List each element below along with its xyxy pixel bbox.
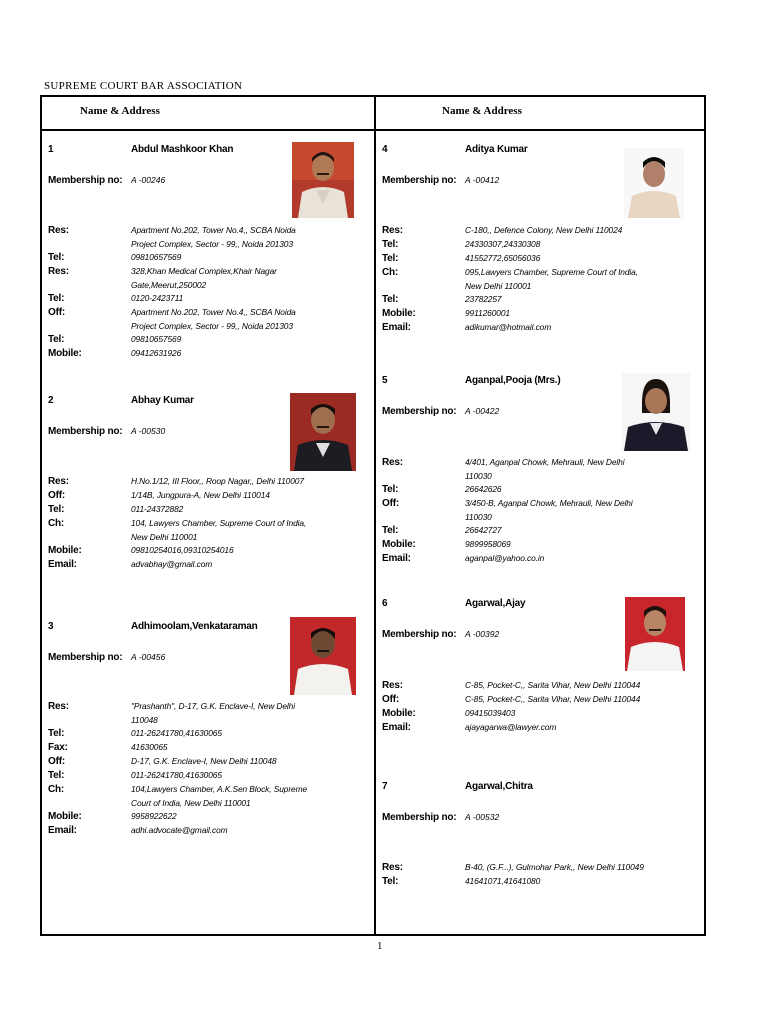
detail-value: B-40, (G.F...), Gulmohar Park,, New Delhi 110049 — [465, 862, 644, 872]
detail-row — [382, 293, 645, 307]
detail-row — [48, 292, 311, 306]
detail-row — [48, 475, 311, 489]
membership-label: Membership no: — [48, 652, 123, 663]
detail-label: Ch: — [48, 518, 65, 529]
member-number: 1 — [48, 144, 54, 155]
detail-value: 09810657569 — [131, 252, 182, 262]
member-name: Adhimoolam,Venkataraman — [131, 621, 258, 632]
detail-label: Off: — [48, 756, 65, 767]
contact-details — [48, 700, 311, 838]
membership-number: A -00246 — [131, 175, 166, 185]
detail-label: Email: — [382, 553, 411, 564]
detail-value: 41630065 — [131, 742, 168, 752]
membership-number: A -00422 — [465, 406, 500, 416]
detail-row — [382, 238, 645, 252]
detail-value: 1/14B, Jungpura-A, New Delhi 110014 — [131, 490, 270, 500]
table-header-row — [42, 97, 704, 131]
detail-row — [48, 544, 311, 558]
detail-row — [48, 489, 311, 503]
detail-row — [382, 693, 645, 707]
detail-row — [382, 321, 645, 335]
detail-value: 011-26241780,41630065 — [131, 770, 222, 780]
detail-value: H.No.1/12, III Floor,, Roop Nagar,, Delhi 110007 — [131, 476, 304, 486]
detail-label: Tel: — [48, 728, 65, 739]
detail-label: Mobile: — [48, 545, 82, 556]
member-photo — [292, 142, 354, 218]
membership-label: Membership no: — [48, 426, 123, 437]
member-number: 7 — [382, 781, 388, 792]
member-number: 3 — [48, 621, 54, 632]
detail-row — [48, 727, 311, 741]
detail-row — [382, 721, 645, 735]
detail-row — [382, 552, 645, 566]
detail-label: Tel: — [382, 525, 399, 536]
member-name: Aganpal,Pooja (Mrs.) — [465, 375, 561, 386]
detail-label: Ch: — [382, 267, 399, 278]
detail-value: adikumar@hotmail.com — [465, 322, 552, 332]
detail-label: Res: — [382, 457, 403, 468]
detail-label: Tel: — [382, 484, 399, 495]
detail-value: 011-26241780,41630065 — [131, 728, 222, 738]
contact-details — [382, 456, 645, 566]
detail-value: 26642727 — [465, 525, 502, 535]
detail-label: Res: — [382, 680, 403, 691]
detail-row — [48, 306, 311, 333]
detail-value: 24330307,24330308 — [465, 239, 541, 249]
contact-details — [382, 679, 645, 735]
detail-value: 23782257 — [465, 294, 502, 304]
member-name: Abdul Mashkoor Khan — [131, 144, 234, 155]
membership-label: Membership no: — [48, 175, 123, 186]
membership-label: Membership no: — [382, 175, 457, 186]
detail-row — [48, 517, 311, 544]
detail-row — [48, 333, 311, 347]
detail-label: Tel: — [382, 876, 399, 887]
detail-value: 328,Khan Medical Complex,Khair Nagar Gate,Meerut,250002 — [131, 266, 277, 290]
detail-value: 09412631926 — [131, 348, 182, 358]
detail-row — [382, 483, 645, 497]
detail-row — [382, 875, 645, 889]
detail-value: 9899958069 — [465, 539, 511, 549]
detail-row — [48, 824, 311, 838]
detail-value: Apartment No.202, Tower No.4,, SCBA Noida Project Complex, Sector - 99,, Noida 201303 — [131, 225, 296, 249]
detail-value: Apartment No.202, Tower No.4,, SCBA Noida Project Complex, Sector - 99,, Noida 201303 — [131, 307, 296, 331]
detail-row — [382, 456, 645, 483]
detail-value: D-17, G.K. Enclave-I, New Delhi 110048 — [131, 756, 277, 766]
detail-row — [382, 224, 645, 238]
contact-details — [48, 224, 311, 361]
detail-value: 9958922622 — [131, 811, 177, 821]
detail-row — [48, 503, 311, 517]
column-header-right: Name & Address — [442, 105, 522, 117]
detail-row — [48, 224, 311, 251]
detail-row — [382, 497, 645, 524]
detail-label: Res: — [48, 701, 69, 712]
detail-value: 011-24372882 — [131, 504, 184, 514]
detail-label: Mobile: — [48, 348, 82, 359]
detail-row — [48, 769, 311, 783]
member-name: Abhay Kumar — [131, 395, 194, 406]
membership-label: Membership no: — [382, 629, 457, 640]
detail-value: 41641071,41641080 — [465, 876, 541, 886]
detail-label: Res: — [48, 225, 69, 236]
detail-value: 104,Lawyers Chamber, A.K.Sen Block, Supreme Court of India, New Delhi 110001 — [131, 784, 308, 808]
detail-label: Res: — [382, 225, 403, 236]
member-number: 6 — [382, 598, 388, 609]
member-photo — [290, 393, 356, 471]
detail-row — [48, 755, 311, 769]
detail-value: C-85, Pocket-C,, Sarita Vihar, New Delhi 110044 — [465, 680, 641, 690]
detail-label: Off: — [382, 694, 399, 705]
member-number: 2 — [48, 395, 54, 406]
detail-label: Email: — [48, 559, 77, 570]
detail-row — [48, 810, 311, 824]
detail-label: Mobile: — [382, 539, 416, 550]
detail-value: aganpal@yahoo.co.in — [465, 553, 545, 563]
member-photo — [622, 373, 690, 451]
detail-value: 09810254016,09310254016 — [131, 545, 234, 555]
detail-label: Off: — [48, 490, 65, 501]
column-divider — [374, 97, 376, 936]
membership-number: A -00412 — [465, 175, 500, 185]
detail-value: 09810657569 — [131, 334, 182, 344]
detail-value: 41552772,65056036 — [465, 253, 541, 263]
detail-label: Tel: — [48, 504, 65, 515]
detail-label: Email: — [382, 722, 411, 733]
detail-value: 104, Lawyers Chamber, Supreme Court of India, New Delhi 110001 — [131, 518, 307, 542]
detail-value: 3/450-B, Aganpal Chowk, Mehrauli, New Delhi 110030 — [465, 498, 633, 522]
detail-value: C-180,, Defence Colony, New Delhi 110024 — [465, 225, 623, 235]
detail-value: 26642626 — [465, 484, 502, 494]
detail-label: Tel: — [48, 770, 65, 781]
detail-row — [382, 524, 645, 538]
member-photo — [624, 148, 684, 218]
detail-label: Email: — [382, 322, 411, 333]
detail-row — [382, 861, 645, 875]
detail-label: Res: — [382, 862, 403, 873]
detail-label: Tel: — [48, 334, 65, 345]
detail-row — [48, 265, 311, 292]
detail-label: Tel: — [382, 239, 399, 250]
detail-label: Fax: — [48, 742, 68, 753]
detail-row — [382, 252, 645, 266]
member-photo — [290, 617, 356, 695]
detail-row — [382, 679, 645, 693]
detail-label: Tel: — [382, 253, 399, 264]
detail-row — [382, 307, 645, 321]
member-photo — [625, 597, 685, 671]
detail-row — [382, 538, 645, 552]
membership-number: A -00456 — [131, 652, 166, 662]
membership-label: Membership no: — [382, 812, 457, 823]
detail-value: adhi.advocate@gmail.com — [131, 825, 228, 835]
detail-value: 095,Lawyers Chamber, Supreme Court of India, New Delhi 110001 — [465, 267, 638, 291]
membership-number: A -00392 — [465, 629, 500, 639]
detail-value: 9911260001 — [465, 308, 510, 318]
detail-row — [382, 266, 645, 293]
membership-number: A -00530 — [131, 426, 166, 436]
page-number: 1 — [377, 940, 383, 952]
detail-row — [48, 741, 311, 755]
member-number: 5 — [382, 375, 388, 386]
member-name: Agarwal,Ajay — [465, 598, 526, 609]
detail-label: Mobile: — [382, 308, 416, 319]
detail-label: Tel: — [48, 293, 65, 304]
detail-label: Email: — [48, 825, 77, 836]
detail-value: 0120-2423711 — [131, 293, 184, 303]
detail-value: ajayagarwa@lawyer.com — [465, 722, 557, 732]
detail-value: 4/401, Aganpal Chowk, Mehrauli, New Delhi 110030 — [465, 457, 625, 481]
detail-value: advabhay@gmail.com — [131, 559, 213, 569]
member-name: Aditya Kumar — [465, 144, 528, 155]
membership-number: A -00532 — [465, 812, 500, 822]
detail-label: Ch: — [48, 784, 65, 795]
detail-value: C-85, Pocket-C,, Sarita Vihar, New Delhi 110044 — [465, 694, 641, 704]
detail-label: Tel: — [48, 252, 65, 263]
detail-row — [48, 700, 311, 727]
member-number: 4 — [382, 144, 388, 155]
detail-label: Res: — [48, 266, 69, 277]
detail-row — [48, 783, 311, 810]
detail-row — [48, 558, 311, 572]
membership-label: Membership no: — [382, 406, 457, 417]
detail-row — [48, 251, 311, 265]
detail-label: Off: — [382, 498, 399, 509]
organization-title: SUPREME COURT BAR ASSOCIATION — [44, 80, 243, 92]
detail-value: 09415039403 — [465, 708, 516, 718]
detail-label: Res: — [48, 476, 69, 487]
detail-label: Tel: — [382, 294, 399, 305]
contact-details — [48, 475, 311, 572]
member-name: Agarwal,Chitra — [465, 781, 533, 792]
column-header-left: Name & Address — [80, 105, 160, 117]
detail-value: "Prashanth", D-17, G.K. Enclave-I, New Delhi 110048 — [131, 701, 295, 725]
detail-row — [382, 707, 645, 721]
detail-label: Off: — [48, 307, 65, 318]
detail-label: Mobile: — [382, 708, 416, 719]
detail-row — [48, 347, 311, 361]
contact-details — [382, 861, 645, 889]
contact-details — [382, 224, 645, 335]
detail-label: Mobile: — [48, 811, 82, 822]
